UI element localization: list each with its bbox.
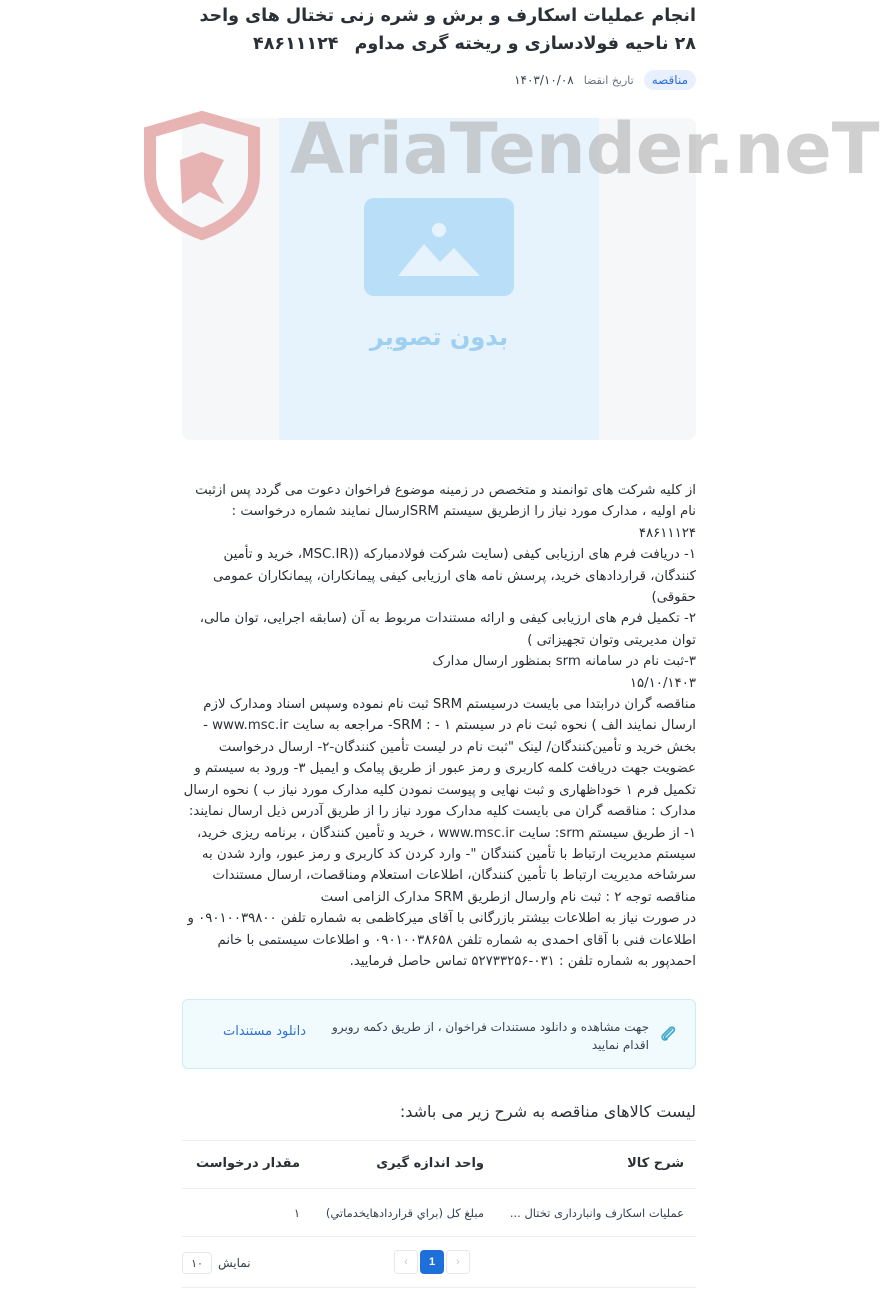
next-page-button[interactable]: › [446, 1250, 470, 1274]
description-paragraph: مناقصه گران درابتدا می بایست درسیستم SRM ثبت نام نموده وسپس اسناد ومدارک لازم ارسال نمایند الف ) نحوه ثبت نام در سیستم ۱ - : SRM- مراجعه به سایت www.msc.ir - بخش خرید و تأمین‌کنندگان/ لینک "ثبت نام در لیست تأمین کنندگان-۲- ارسال درخواست عضویت جهت دریافت کلمه کاربری و رمز عبور از طریق پیامک و ایمیل ۳- ورود به سیستم و تکمیل فرم ۱ خوداظهاری و ثبت نهایی و پیوست نمودن کلیه مدارک مورد نیاز ب ) نحوه ارسال مدارک : مناقصه گران می بایست کلیه مدارک مورد نیاز را از طریق آدرس ذیل ارسال نمایند: [183, 697, 696, 820]
expiry-label: تاریخ انقضا [583, 73, 634, 87]
description-paragraph: از کلیه شرکت های توانمند و متخصص در زمینه موضوع فراخوان دعوت می گردد پس ازثبت نام اولیه ، مدارک مورد نیاز را ازطریق سیستم SRMارسال نمایند شماره درخواست : ۴۸۶۱۱۱۲۴ [195, 483, 696, 541]
page-size-control [182, 1252, 251, 1274]
description-paragraph: ۲- تکمیل فرم های ارزیابی کیفی و ارائه مستندات مربوط به آن (سابقه اجرایی، توان مالی، توان مدیریتی وتوان تجهیزاتی ) [199, 611, 696, 648]
tender-meta [514, 70, 696, 90]
cell-unit: مبلغ کل (براي قراردادهايخدماتي) [325, 1206, 484, 1220]
tender-description [182, 480, 696, 972]
description-paragraph: در صورت نیاز به اطلاعات بیشتر بازرگانی با آقای میرکاظمی به شماره تلفن ۰۹۰۱۰۰۳۹۸۰۰ و اطلاعات فنی با آقای احمدی به شماره تلفن ۰۹۰۱۰۰۳۸۶۵۸ و اطلاعات سیستمی با خانم احمدپور به شماره تلفن : ۰۳۱-۵۲۷۳۳۲۵۶ تماس حاصل فرمایید. [187, 911, 696, 969]
description-paragraph: ۱- دریافت فرم های ارزیابی کیفی (سایت شرکت فولادمبارکه ((MSC.IR، خرید و تأمین کنندگان، قراردادهای خرید، پرسش نامه های ارزیابی کیفی پیمانکاران، پیمانکاران عمومی حقوقی) [212, 547, 696, 606]
pagination [394, 1250, 470, 1274]
page-size-label: نمایش [218, 1256, 251, 1270]
page-size-select[interactable]: ۱۰ [182, 1252, 212, 1274]
description-paragraph: ۱۵/۱۰/۱۴۰۳ [629, 675, 696, 691]
category-badge[interactable]: مناقصه [644, 70, 696, 90]
expiry-date: ۱۴۰۳/۱۰/۰۸ [514, 73, 574, 87]
download-documents-link[interactable]: دانلود مستندات [223, 1024, 307, 1039]
table-row [182, 1189, 696, 1237]
items-heading: لیست کالاهای مناقصه به شرح زیر می باشد: [399, 1102, 696, 1121]
paperclip-icon [659, 1024, 677, 1044]
documents-box [182, 999, 696, 1069]
documents-text: جهت مشاهده و دانلود مستندات فراخوان ، از طریق دکمه روبرو اقدام نمایید [332, 1020, 649, 1052]
no-image-text: بدون تصویر [369, 323, 509, 351]
title-text: انجام عملیات اسکارف و برش و شره زنی تختال های واحد ۲۸ ناحیه فولادسازی و ریخته گری مداوم [199, 6, 696, 54]
cell-description: عملیات اسکارف وانبارداری تختال ... [509, 1206, 684, 1220]
column-header-description[interactable]: شرح کالا [627, 1156, 684, 1171]
watermark-logo-icon [142, 112, 262, 237]
description-paragraph: ۳-ثبت نام در سامانه srm بمنظور ارسال مدارک [432, 654, 696, 670]
watermark-text: AriaTender.neT [290, 108, 880, 190]
tender-title [182, 2, 696, 58]
column-header-unit[interactable]: واحد اندازه گیری [376, 1156, 484, 1171]
column-header-quantity[interactable]: مقدار درخواست [195, 1156, 300, 1171]
table-header [182, 1141, 696, 1189]
page-button-current[interactable]: 1 [420, 1250, 444, 1274]
watermark-text-layer [290, 108, 880, 218]
prev-page-button[interactable]: ‹ [394, 1250, 418, 1274]
request-number: ۴۸۶۱۱۱۲۴ [253, 34, 339, 54]
cell-quantity: ۱ [293, 1206, 300, 1220]
description-paragraph: ۱- از طریق سیستم srm: سایت www.msc.ir ، خرید و تأمین کنندگان ، برنامه ریزی خرید، سیستم مدیریت ارتباط با تأمین کنندگان "- وارد کردن کد کاربری و رمز عبور، وارد شدن به سرشاخه مدیریت ارتباط با تأمین کنندگان، اطلاعات استعلام ومناقصات، ارسال مستندات مناقصه توجه ۲ : ثبت نام وارسال ازطریق SRM مدارک الزامی است [196, 825, 696, 905]
